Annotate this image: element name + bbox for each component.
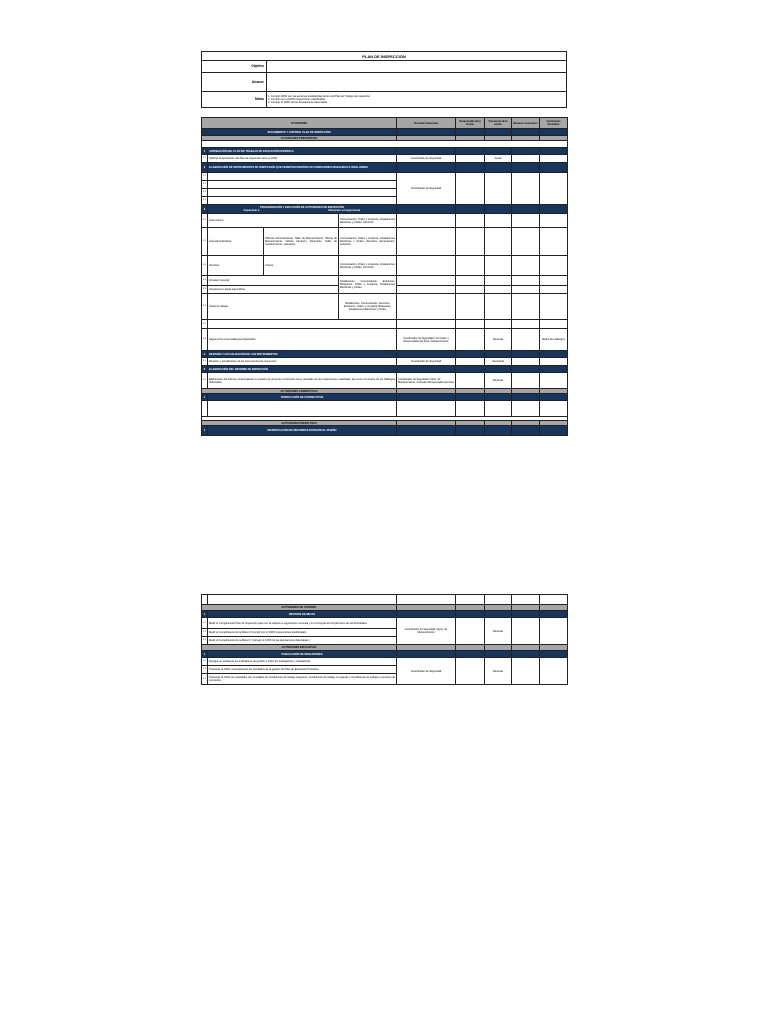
activity-text: Área Administrativa xyxy=(208,228,264,256)
activity-frequency: Mensual xyxy=(485,329,512,351)
activity-text: Área Cocina xyxy=(208,214,339,228)
activity-personal: Coordinador de Seguridad / Consultor y Responsable del Área / Mantenimiento xyxy=(397,329,456,351)
activity-number: 2.2 xyxy=(202,181,208,189)
activity-text: Medir el Cumplimiento de la Meta 3 ( Corregir el 100% de las desviaciones detectadas ) xyxy=(208,637,397,645)
item-title: REVISIÓN Y ACTUALIZACIÓN DE LOS INSTRUMENTOS xyxy=(208,351,397,358)
activity-number: 1.2 xyxy=(202,666,208,674)
activity-frequency: Mensual xyxy=(485,373,512,389)
section-educativas: ACTIVIDADES EDUCATIVAS xyxy=(202,645,397,651)
activity-personal: Coordinador de Seguridad / Dpto. de Mantenimiento, Consultor Responsable del Área xyxy=(397,373,456,389)
activity-text: Revisión y actualización de los instrumentos de inspección xyxy=(208,358,397,366)
activity-number: 3.6 xyxy=(202,294,208,320)
control-table xyxy=(201,594,568,685)
plan-title: PLAN DE INSPECCIÓN xyxy=(202,52,567,61)
meta-2: 2. Cumplir con el 100% inspecciones planificadas. xyxy=(268,98,326,101)
section-preventivas: ACTIVIDADES PREVENTIVAS xyxy=(202,136,397,141)
activity-number: 3.4 xyxy=(202,276,208,286)
activity-number: 2.4 xyxy=(202,197,208,205)
alcance-value[interactable] xyxy=(267,73,567,92)
item-number: 1 xyxy=(202,651,208,658)
item-title: VERIFICACIÓN DE CORRECTIVOS xyxy=(208,394,397,401)
activity-text: Presentar al CSSL los resultados con el análisis de Condiciones de trabajo inseguras, Condiciones de trabajo no seguras y Condiciones de trabajo en proceso de corrección. xyxy=(208,674,397,685)
metas-label: Metas xyxy=(202,92,267,108)
section-correctivas: ACTIVIDADES CORRECTIVAS xyxy=(202,389,397,394)
activity-text: Almacén General xyxy=(208,276,339,286)
activity-text: Almacenes o áreas específicas xyxy=(208,286,339,294)
item-title: REVISIÓN DE METAS xyxy=(208,611,397,618)
activity-number: 1.1 xyxy=(202,658,208,666)
activity-text: Presentar al CSSL mensualmente los resultados de la gestión del Plan de Educación Periódica. xyxy=(208,666,397,674)
activity-text: Solicitar la Aprobación del Plan de Inspección ante el CSSL xyxy=(208,155,397,163)
activity-number: 5.1 xyxy=(202,373,208,389)
activity-frequency: Semestral xyxy=(485,358,512,366)
item-number: 2 xyxy=(202,163,208,173)
section-predictivas: ACTIVIDADES PREDICTIVAS xyxy=(202,421,397,426)
col-responsable: Responsable de la Acción xyxy=(456,118,485,129)
activity-elements: Comunicación, Orden y Limpieza, Instalaciones Eléctricas y Civiles, Servicios xyxy=(339,256,397,276)
activity-frequency: Anual xyxy=(485,155,512,163)
activity-number: 1.3 xyxy=(202,674,208,685)
activity-text: Servicios xyxy=(208,256,264,276)
section-control: ACTIVIDADES DE CONTROL xyxy=(202,605,397,611)
control-activities-sheet xyxy=(201,594,567,685)
inspection-plan-sheet xyxy=(201,51,567,436)
item-number: 4 xyxy=(202,351,208,358)
activity-personal: Coordinador de Seguridad xyxy=(397,358,456,366)
plan-header-table xyxy=(201,51,567,108)
item-number: 1 xyxy=(202,394,208,401)
activity-number: 1.1 xyxy=(202,155,208,163)
activity-text: Medir el Cumplimiento de la Meta 2 (Cumplir con el 100% inspecciones planificadas) xyxy=(208,629,397,637)
objetivo-value[interactable] xyxy=(267,61,567,73)
activity-text: Medir el Cumplimiento Plan de Inspección para con la relación a seguimiento mensual y su Cronograma Cumplimiento de las Actividades xyxy=(208,618,397,629)
subheader-elementos: Elementos a Inspeccionar xyxy=(328,209,361,212)
activity-subareas: Cocina xyxy=(264,256,339,276)
alcance-label: Alcance xyxy=(202,73,267,92)
col-actividades: ACTIVIDADES xyxy=(202,118,397,129)
activity-text: Seguimiento a los Hallazgos Detectados xyxy=(208,329,397,351)
item-title: APROBACIÓN DEL PLAN DE TRABAJO DE EDUCACIÓN PERIÓDICA xyxy=(208,148,397,155)
item-number: 3 xyxy=(202,205,208,214)
activity-number: 1.2 xyxy=(202,629,208,637)
activity-number: 2.1 xyxy=(202,173,208,181)
item-title: ELABORACIÓN DEL INFORME DE INSPECCIÓN xyxy=(208,366,397,373)
activity-elements: Señalización, Comunicación, Servicios, Extintores, Orden y Limpieza, Botiquines, Instalaciones Eléctricas y Civiles xyxy=(339,294,397,320)
activity-number: 3.5 xyxy=(202,286,208,294)
activity-elements: Señalización, Comunicación, Extintores, Botiquines, Orden y Limpieza, Instalaciones Eléctricas y Civiles xyxy=(339,276,397,294)
section-seguimiento: SEGUIMIENTO Y CONTROL PLAN DE INSPECCIÓN xyxy=(202,129,397,136)
activity-frequency: Mensual xyxy=(485,658,512,685)
activity-number: 3.3 xyxy=(202,256,208,276)
activity-text: Divulgar en carteleras los indicadores de gestión a todos los trabajadores y trabajadoras xyxy=(208,658,397,666)
item-title: IDENTIFICACIÓN DE REFORMAS DURANTE EL DISEÑO xyxy=(208,426,397,436)
activity-number: 3.2 xyxy=(202,228,208,256)
item-number: 5 xyxy=(202,366,208,373)
activity-text[interactable] xyxy=(208,173,397,181)
activity-text: Áreas de trabajo xyxy=(208,294,339,320)
activity-text[interactable] xyxy=(208,181,397,189)
item-title-text: PROGRAMACIÓN Y EJECUCIÓN DE ACTIVIDADES DE INSPECCIÓN xyxy=(260,206,344,209)
activity-number: 1.3 xyxy=(202,637,208,645)
activity-personal: Coordinador de Seguridad xyxy=(397,173,456,205)
activity-instrument: Matriz de Hallazgos xyxy=(540,329,568,351)
col-personal: Personal involucrado xyxy=(397,118,456,129)
activity-subareas: Oficinas Administrativas, Taller de Mantenimiento, Oficina de Mantenimiento, Oficina Almacén, Despacho, Taller de mantenimiento, vestuarios xyxy=(264,228,339,256)
col-recursos: Recursos necesarios xyxy=(512,118,540,129)
item-number: 1 xyxy=(202,148,208,155)
meta-3: 3. Corregir el 100% de las desviaciones detectadas. xyxy=(268,101,328,104)
subheader-inspeccion: Inspección a xyxy=(243,209,260,212)
activity-personal: Coordinador de Seguridad xyxy=(397,155,456,163)
objetivo-label: Objetivo xyxy=(202,61,267,73)
item-title: ELABORACIÓN DE INSTRUMENTOS DE INSPECCIÓN QUE PERMITAN IDENTIFICAR CONDICIONES INSEGURAS E INSALUBRES xyxy=(208,163,397,173)
activity-frequency: Mensual xyxy=(485,618,512,645)
activity-text[interactable] xyxy=(208,197,397,205)
meta-1: 1. Cumplir 100% con las acciones establecidas dentro del Plan de Trabajo de inspección. xyxy=(268,95,371,98)
activity-number: 2.3 xyxy=(202,189,208,197)
activity-number: 3.1 xyxy=(202,214,208,228)
item-title: PUBLICACIÓN DE INDICADORES xyxy=(208,651,397,658)
activities-table xyxy=(201,117,568,436)
activity-number: 3.7 xyxy=(202,320,208,329)
activity-personal: Coordinador de Seguridad xyxy=(397,658,456,685)
activity-number: 4.1 xyxy=(202,358,208,366)
activity-text[interactable] xyxy=(208,189,397,197)
col-frecuencia: Frecuencia de la acción xyxy=(485,118,512,129)
metas-value[interactable] xyxy=(267,92,567,108)
activity-number: 1.1 xyxy=(202,618,208,629)
item-number: 1 xyxy=(202,611,208,618)
activity-text: Elaboración del informe contemplando la emisión de acciones correctivas como resultado de las inspecciones realizadas, así como el número de los hallazgos detectados xyxy=(208,373,397,389)
activity-personal: Coordinador de Seguridad / Dpto. de Mantenimiento xyxy=(397,618,456,645)
activity-elements: Comunicación, Orden y Limpieza, Instalaciones Eléctricas y Civiles, Servicios, demarcación, ambiente xyxy=(339,228,397,256)
item-number: 1 xyxy=(202,426,208,436)
col-instrumento: Instrumento Normativo xyxy=(540,118,568,129)
item-title xyxy=(208,205,397,214)
activity-number: 3.8 xyxy=(202,329,208,351)
activity-elements: Comunicación, Orden y Limpieza, Instalaciones Eléctricas y Civiles, Servicios xyxy=(339,214,397,228)
